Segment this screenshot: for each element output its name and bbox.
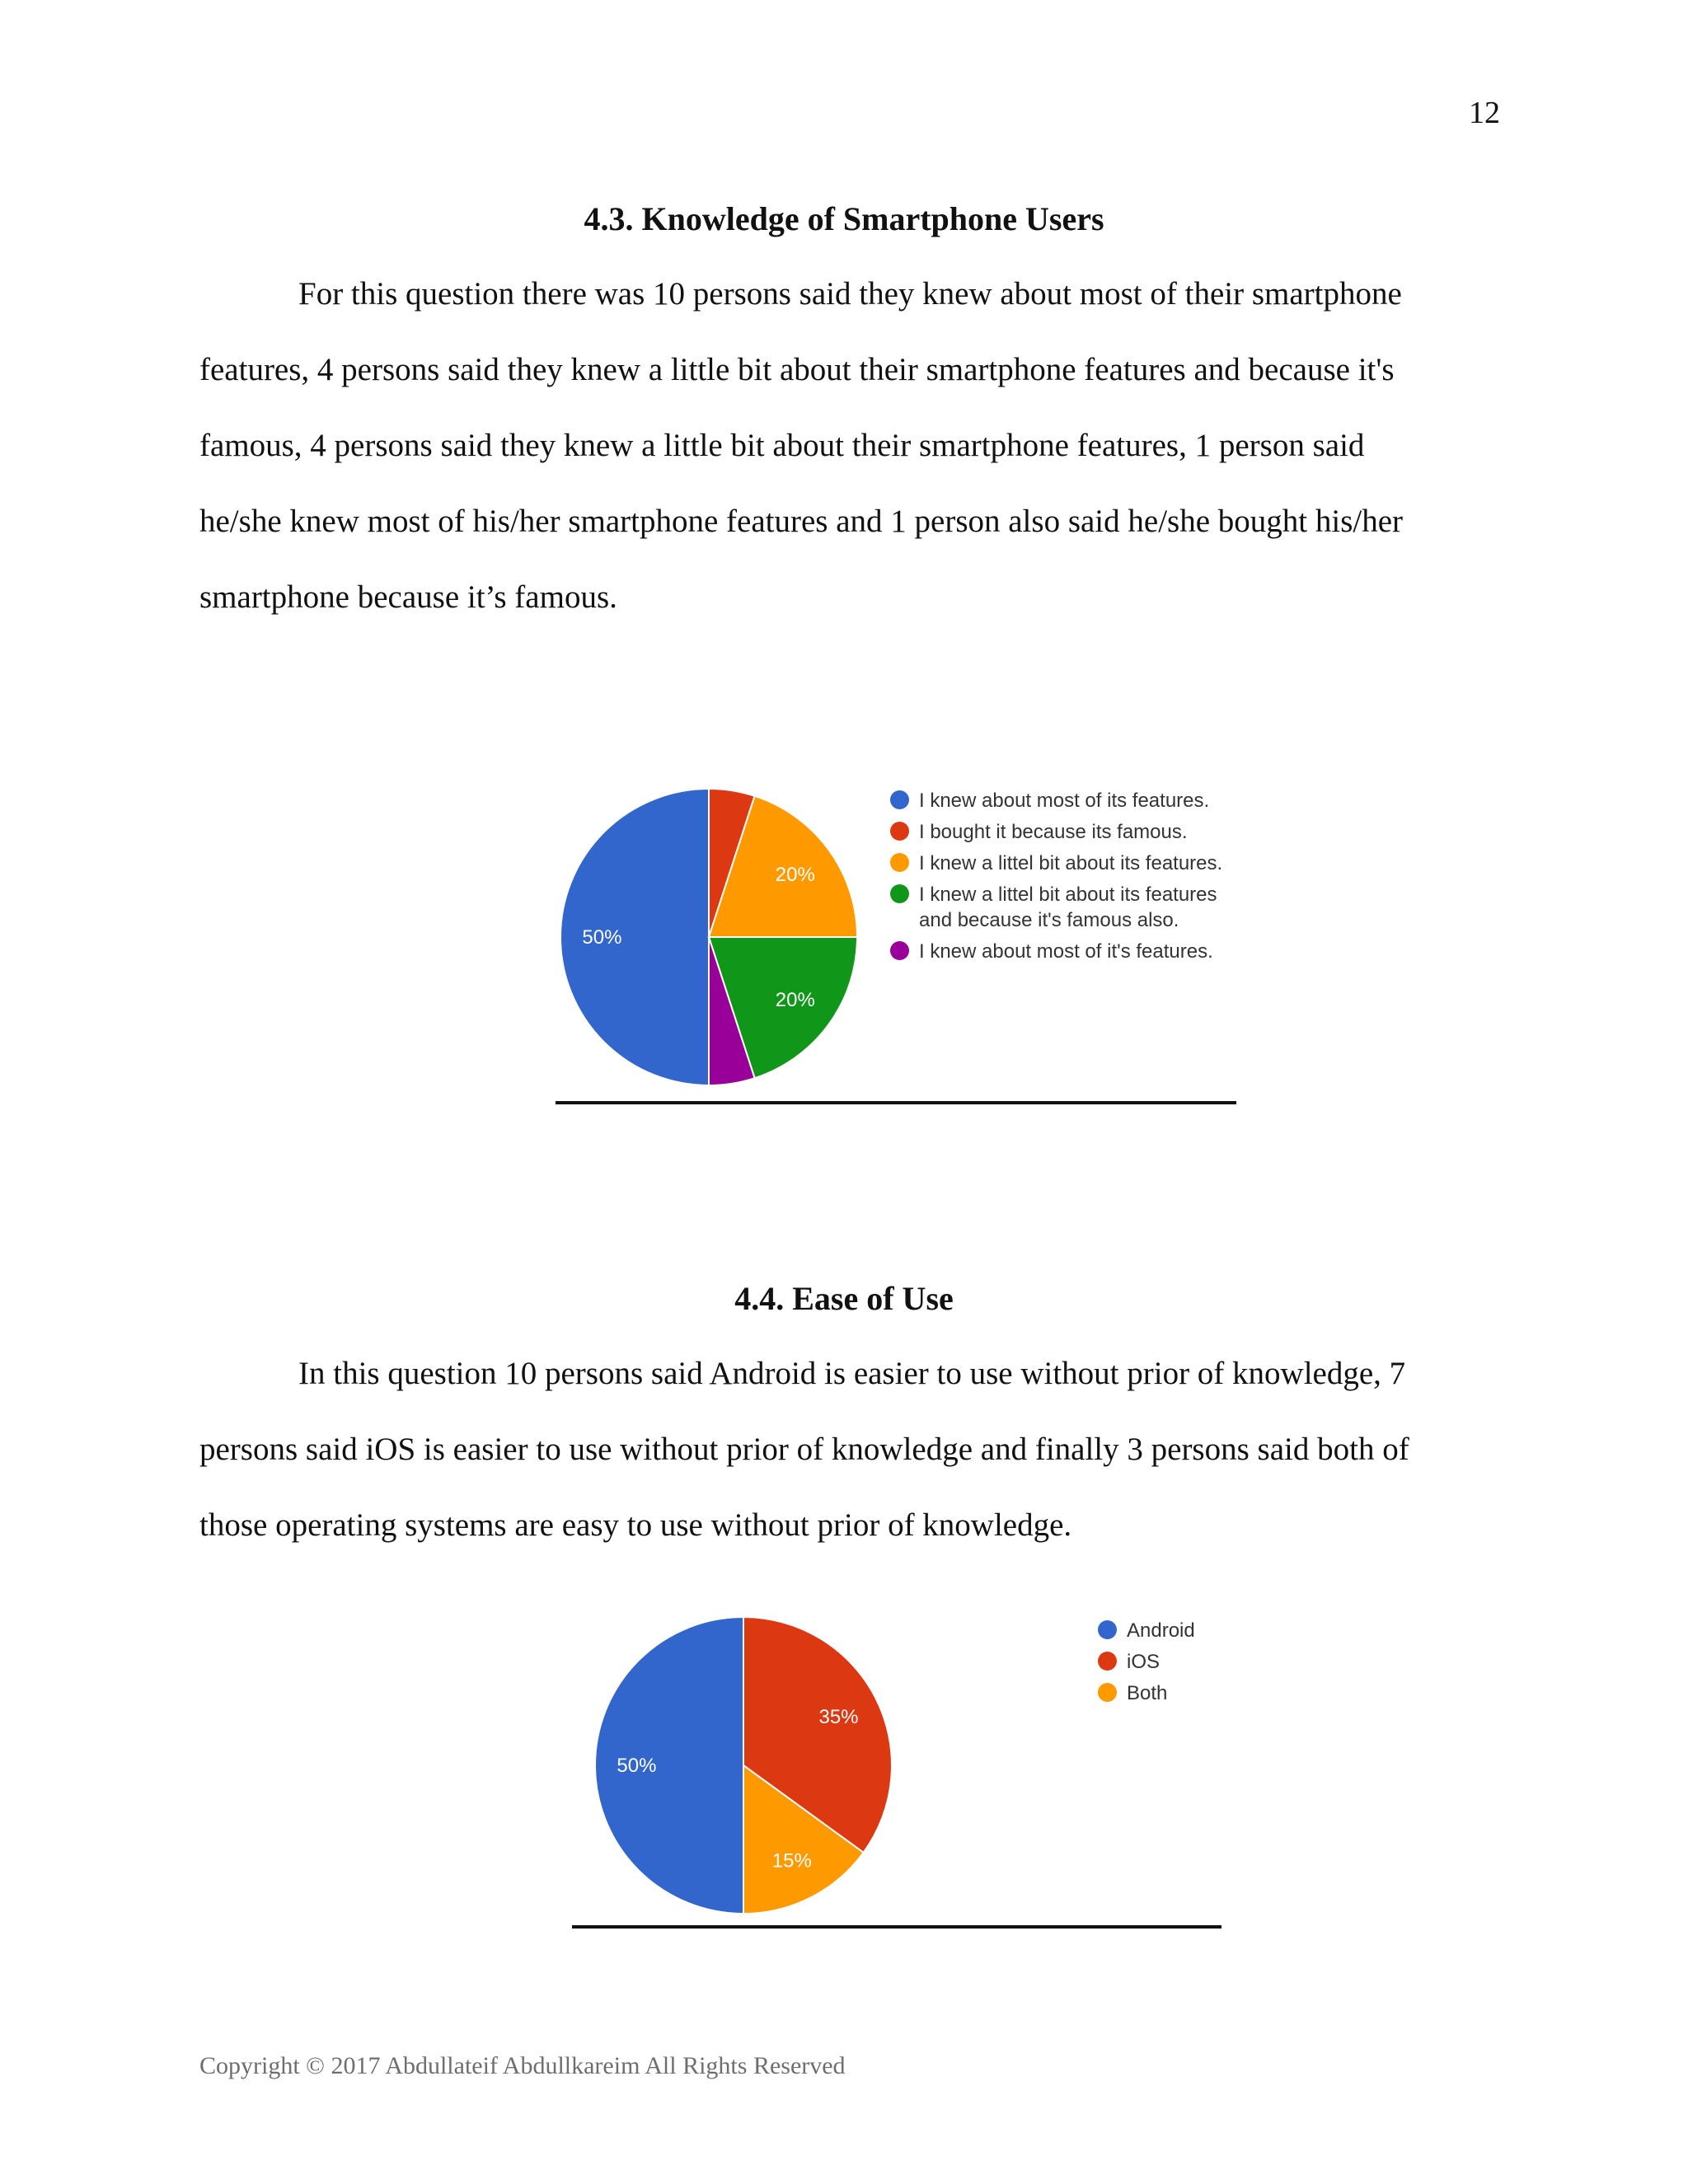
paragraph-knowledge: [199, 256, 1502, 635]
legend-item: [1098, 1618, 1195, 1643]
figure-divider: [556, 1101, 1236, 1104]
legend-item: [1098, 1680, 1195, 1706]
legend-swatch: [890, 853, 909, 872]
legend-swatch: [890, 884, 909, 903]
legend-label: I knew a littel bit about its features.: [919, 852, 1223, 874]
legend-label: iOS: [1127, 1651, 1160, 1673]
copyright-footer: Copyright © 2017 Abdullateif Abdullkareim All Rights Reserved: [199, 2052, 846, 2079]
paragraph-line: persons said iOS is easier to use without prior of knowledge and finally 3 persons said both of: [199, 1432, 1409, 1467]
page-number: 12: [1469, 96, 1500, 130]
paragraph-line: famous, 4 persons said they knew a little bit about their smartphone features, 1 person said: [199, 428, 1365, 463]
legend-swatch: [890, 941, 909, 960]
legend-label: I knew about most of its features.: [919, 790, 1210, 812]
legend-label: I bought it because its famous.: [919, 821, 1188, 843]
section-title-knowledge: 4.3. Knowledge of Smartphone Users: [584, 200, 1104, 237]
paragraph-ease-of-use: [199, 1336, 1502, 1563]
paragraph-line: smartphone because it’s famous.: [199, 579, 617, 615]
legend-ease-of-use: [1098, 1618, 1195, 1712]
legend-item: [890, 882, 1222, 933]
legend-swatch: [890, 790, 909, 809]
paragraph-line: In this question 10 persons said Android is easier to use without prior of knowledge, 7: [298, 1356, 1406, 1391]
legend-swatch: [1098, 1683, 1117, 1702]
pie-slice-label: 35%: [818, 1706, 859, 1729]
pie-slice-label: 20%: [775, 989, 815, 1012]
section-title-ease-of-use: 4.4. Ease of Use: [734, 1280, 954, 1317]
pie-chart-knowledge: [560, 788, 858, 1086]
paragraph-line: those operating systems are easy to use without prior of knowledge.: [199, 1507, 1072, 1543]
pie-slice-label: 15%: [771, 1849, 812, 1872]
pie-chart-ease-of-use: [594, 1616, 893, 1915]
pie-slice-label: 50%: [582, 926, 622, 949]
pie-slice-label: 20%: [775, 863, 815, 886]
legend-swatch: [890, 822, 909, 841]
legend-item: [890, 788, 1222, 813]
legend-label: I knew about most of it's features.: [919, 940, 1213, 963]
figure-divider: [572, 1925, 1221, 1929]
legend-swatch: [1098, 1620, 1117, 1639]
legend-label: Android: [1127, 1619, 1195, 1642]
legend-label: I knew a littel bit about its features and because it's famous also.: [919, 883, 1217, 931]
paragraph-line: features, 4 persons said they knew a little bit about their smartphone features and because it's: [199, 352, 1395, 387]
paragraph-line: he/she knew most of his/her smartphone features and 1 person also said he/she bought his/her: [199, 504, 1404, 539]
legend-item: [1098, 1649, 1195, 1675]
legend-label: Both: [1127, 1682, 1168, 1704]
legend-swatch: [1098, 1652, 1117, 1671]
paragraph-line: For this question there was 10 persons said they knew about most of their smartphone: [298, 276, 1402, 312]
legend-item: [890, 819, 1222, 845]
legend-knowledge: [890, 788, 1222, 970]
legend-item: [890, 939, 1222, 964]
legend-item: [890, 851, 1222, 876]
pie-slice-label: 50%: [617, 1755, 657, 1777]
